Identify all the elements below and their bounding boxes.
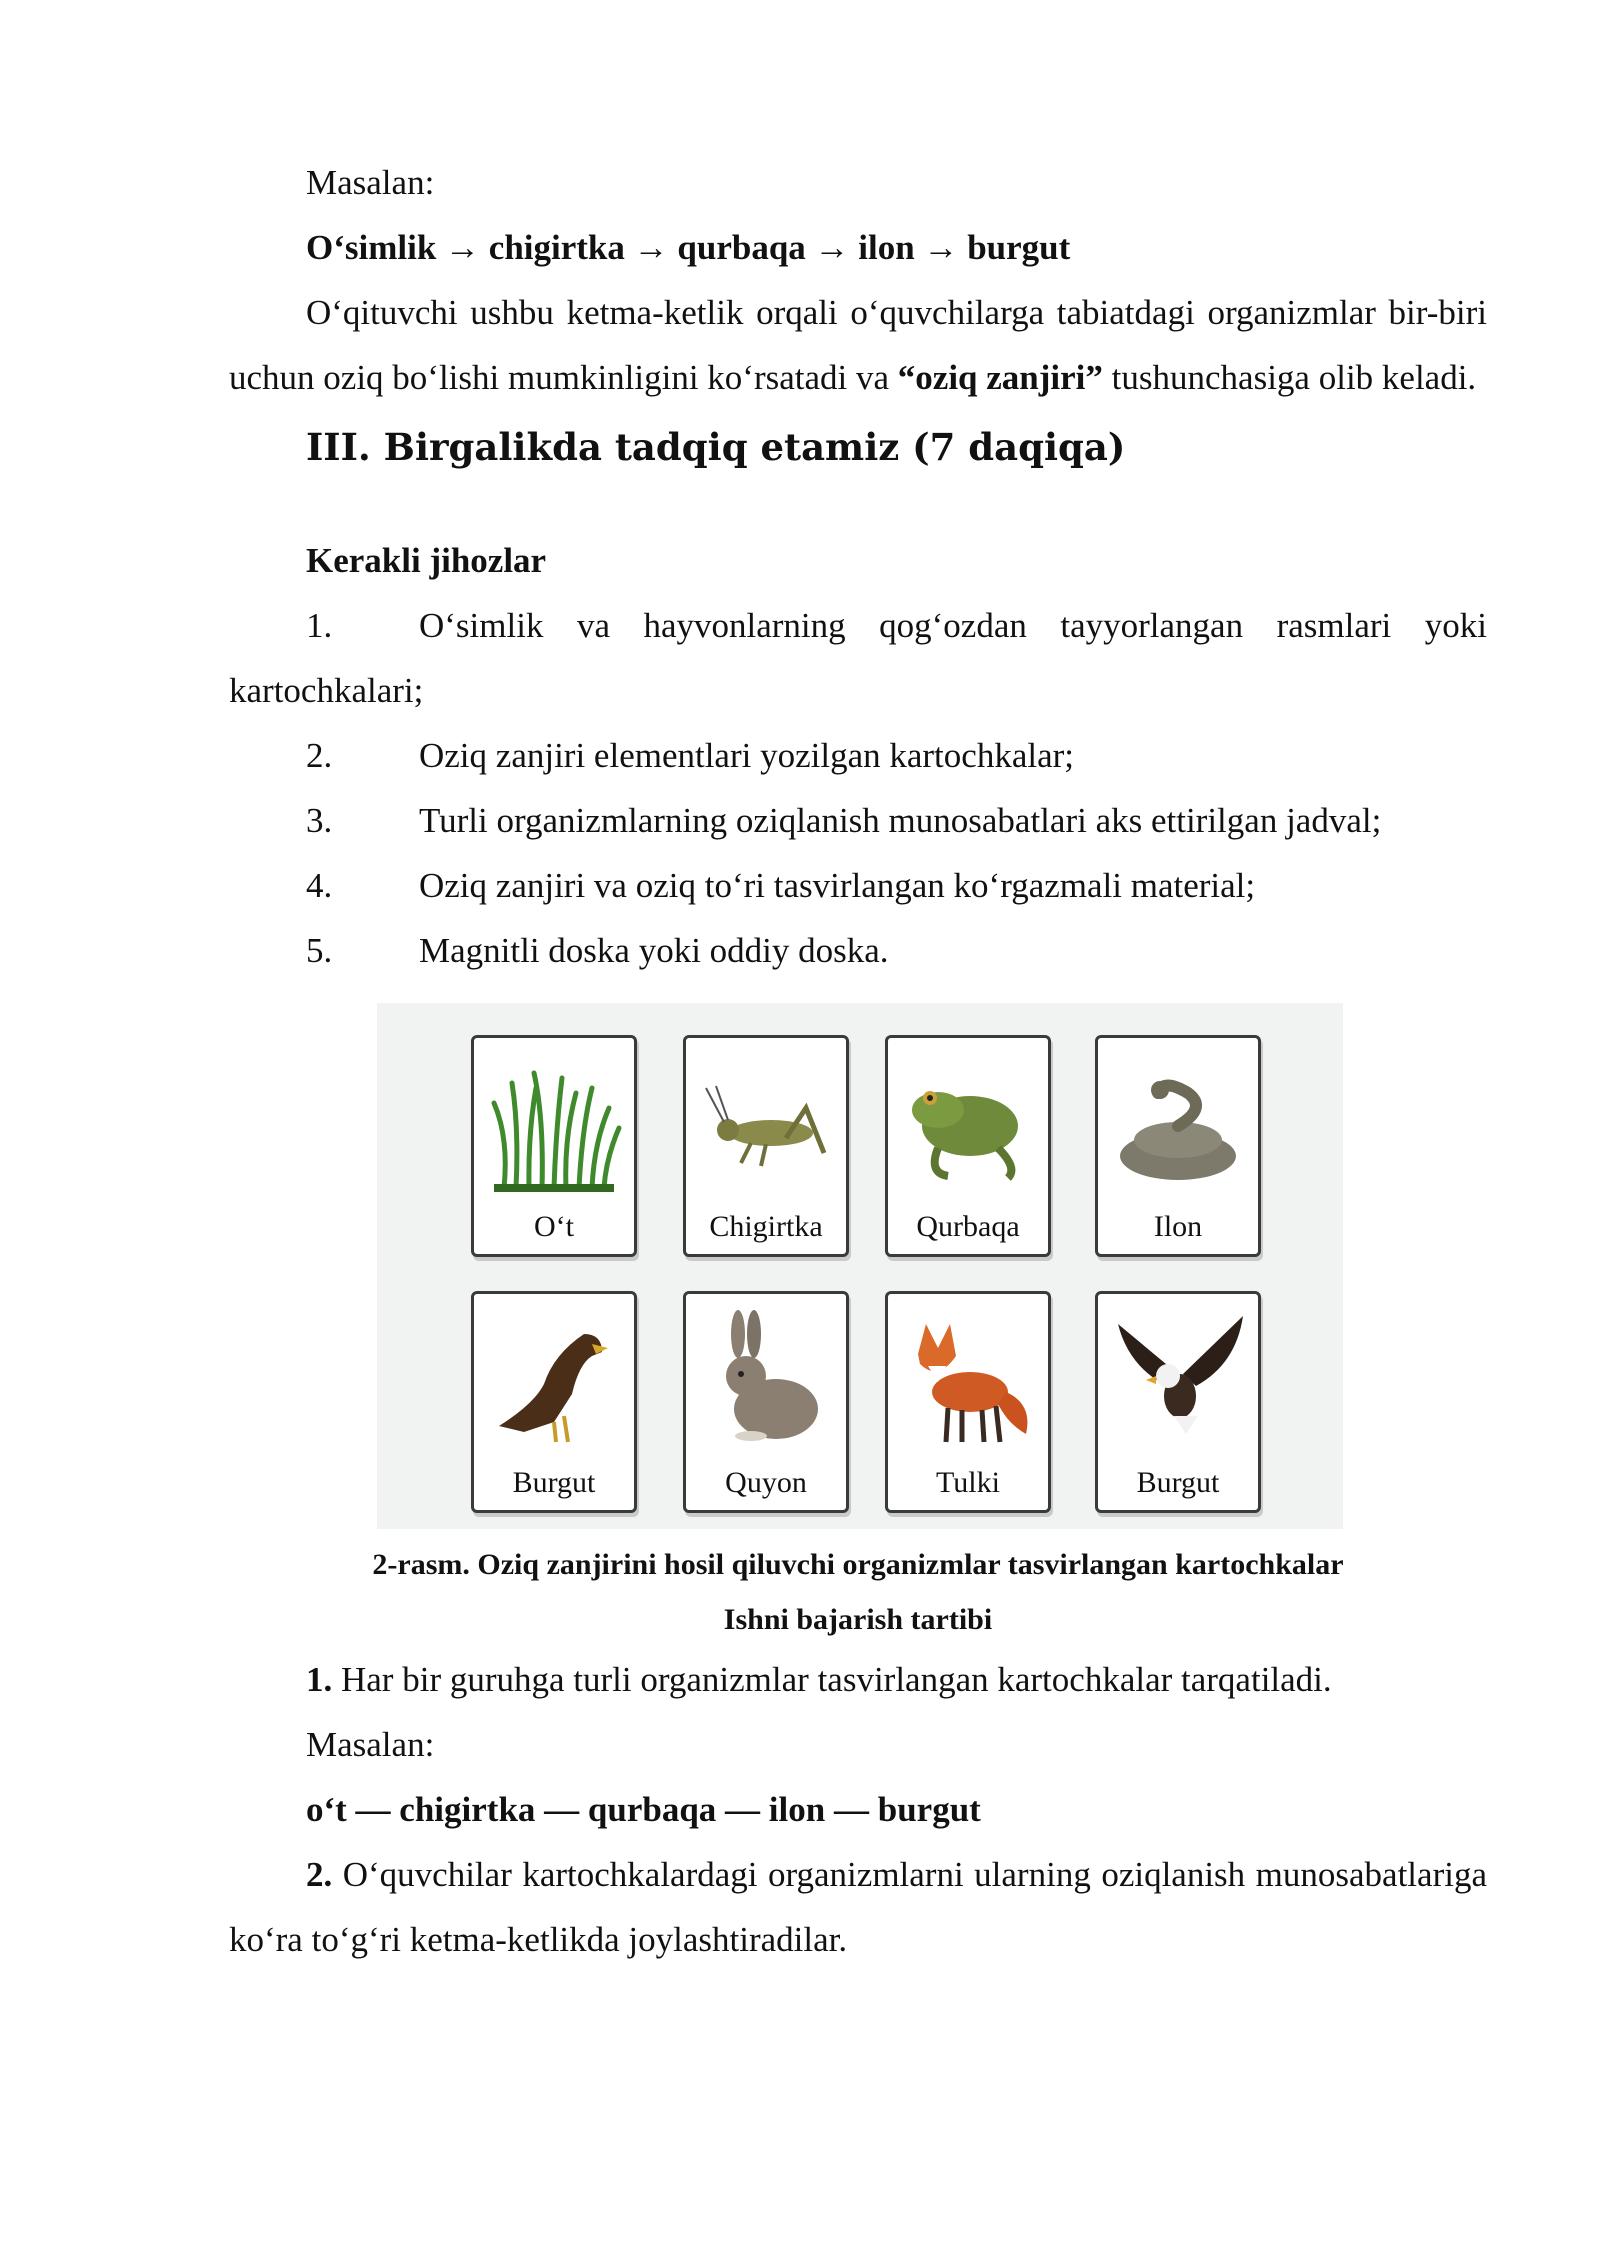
procedure-step-1: 1. Har bir guruhga turli organizmlar tasvirlangan kartochkalar tarqatiladi. [306, 1660, 1332, 1699]
eagle-icon [484, 1304, 624, 1452]
example-label: Masalan: [306, 163, 435, 202]
card-eagle [471, 1291, 637, 1513]
list-item: 2. Oziq zanjiri elementlari yozilgan kartochkalar; [306, 736, 1074, 775]
card-bald-eagle [1095, 1291, 1261, 1513]
list-item: 3. Turli organizmlarning oziqlanish munosabatlari aks ettirilgan jadval; [306, 801, 1382, 840]
figure-caption: 2-rasm. Oziq zanjirini hosil qiluvchi organizmlar tasvirlangan kartochkalar [372, 1548, 1344, 1581]
food-chain-example: o‘t — chigirtka — qurbaqa — ilon — burgut [306, 1790, 981, 1829]
card-label: Ilon [1153, 1210, 1203, 1243]
grass-icon [484, 1048, 624, 1196]
fox-icon [898, 1304, 1038, 1452]
card-grass [471, 1035, 637, 1257]
card-grasshopper [683, 1035, 849, 1257]
card-label: O‘t [534, 1210, 574, 1243]
card-label: Chigirtka [709, 1210, 823, 1243]
food-chain-example: O‘simlik → chigirtka → qurbaqa → ilon → burgut [306, 228, 1071, 267]
card-label: Tulki [936, 1466, 1000, 1499]
card-fox [885, 1291, 1051, 1513]
food-chain-term: “oziq zanjiri” [897, 358, 1103, 397]
card-label: Quyon [725, 1466, 807, 1499]
example-label: Masalan: [306, 1725, 435, 1764]
section-heading: III. Birgalikda tadqiq etamiz (7 daqiqa) [306, 425, 1126, 469]
card-label: Qurbaqa [916, 1210, 1020, 1243]
organism-cards-figure [377, 1003, 1343, 1529]
document-page [229, 150, 1487, 1972]
procedure-title: Ishni bajarish tartibi [723, 1603, 993, 1636]
grasshopper-icon [696, 1048, 836, 1196]
list-item: 1. O‘simlik va hayvonlarning qog‘ozdan tayyorlangan rasmlari yoki kartochkalari; [229, 606, 1487, 710]
card-frog [885, 1035, 1051, 1257]
card-rabbit [683, 1291, 849, 1513]
bald-eagle-icon [1108, 1304, 1248, 1452]
rabbit-icon [696, 1304, 836, 1452]
snake-icon [1108, 1048, 1248, 1196]
frog-icon [898, 1048, 1038, 1196]
equipment-title: Kerakli jihozlar [306, 541, 547, 580]
list-item: 4. Oziq zanjiri va oziq to‘ri tasvirlangan ko‘rgazmali material; [306, 866, 1256, 905]
procedure-step-2: 2. O‘quvchilar kartochkalardagi organizmlarni ularning oziqlanish munosabatlariga ko‘ra to‘g‘ri ketma-ketlikda joylashtiradilar. [229, 1855, 1487, 1959]
list-item: 5. Magnitli doska yoki oddiy doska. [306, 931, 889, 970]
card-label: Burgut [1136, 1466, 1220, 1499]
intro-paragraph: O‘qituvchi ushbu ketma-ketlik orqali o‘quvchilarga tabiatdagi organizmlar bir-biri uchun oziq bo‘lishi mumkinligini ko‘rsatadi va “oziq zanjiri” tushunchasiga olib keladi. [229, 293, 1487, 397]
card-snake [1095, 1035, 1261, 1257]
card-label: Burgut [512, 1466, 596, 1499]
